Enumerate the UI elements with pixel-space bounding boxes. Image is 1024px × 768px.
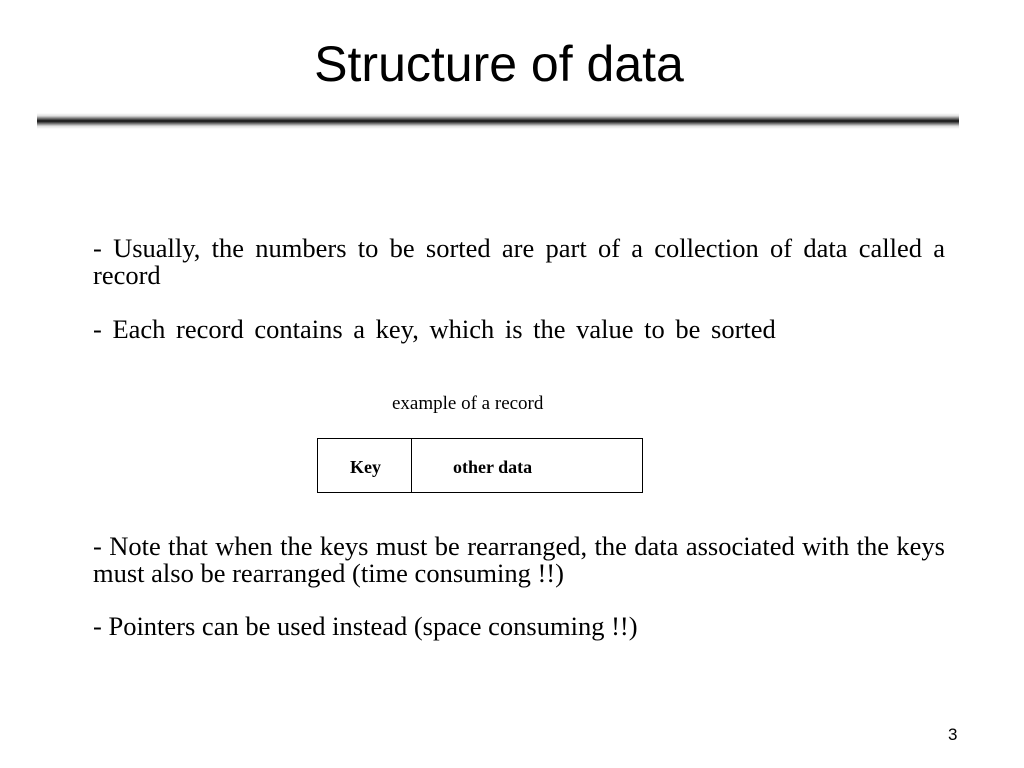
record-diagram <box>317 438 643 493</box>
record-key-cell: Key <box>350 457 381 477</box>
slide-title: Structure of data <box>314 36 684 92</box>
paragraph-record-definition: - Usually, the numbers to be sorted are part of a collection of data called a record <box>93 233 945 290</box>
paragraph-pointers-note: - Pointers can be used instead (space consuming !!) <box>93 611 638 641</box>
record-figure-caption: example of a record <box>392 393 544 414</box>
title-underline-rule <box>37 113 959 129</box>
paragraph-rearrangement-note: - Note that when the keys must be rearranged, the data associated with the keys must also be rearranged (time consuming !!) <box>93 531 945 588</box>
record-other-data-cell: other data <box>453 457 533 477</box>
record-cell-divider <box>411 439 412 492</box>
page-number: 3 <box>948 725 958 744</box>
paragraph-key-definition: - Each record contains a key, which is the value to be sorted <box>93 314 776 344</box>
